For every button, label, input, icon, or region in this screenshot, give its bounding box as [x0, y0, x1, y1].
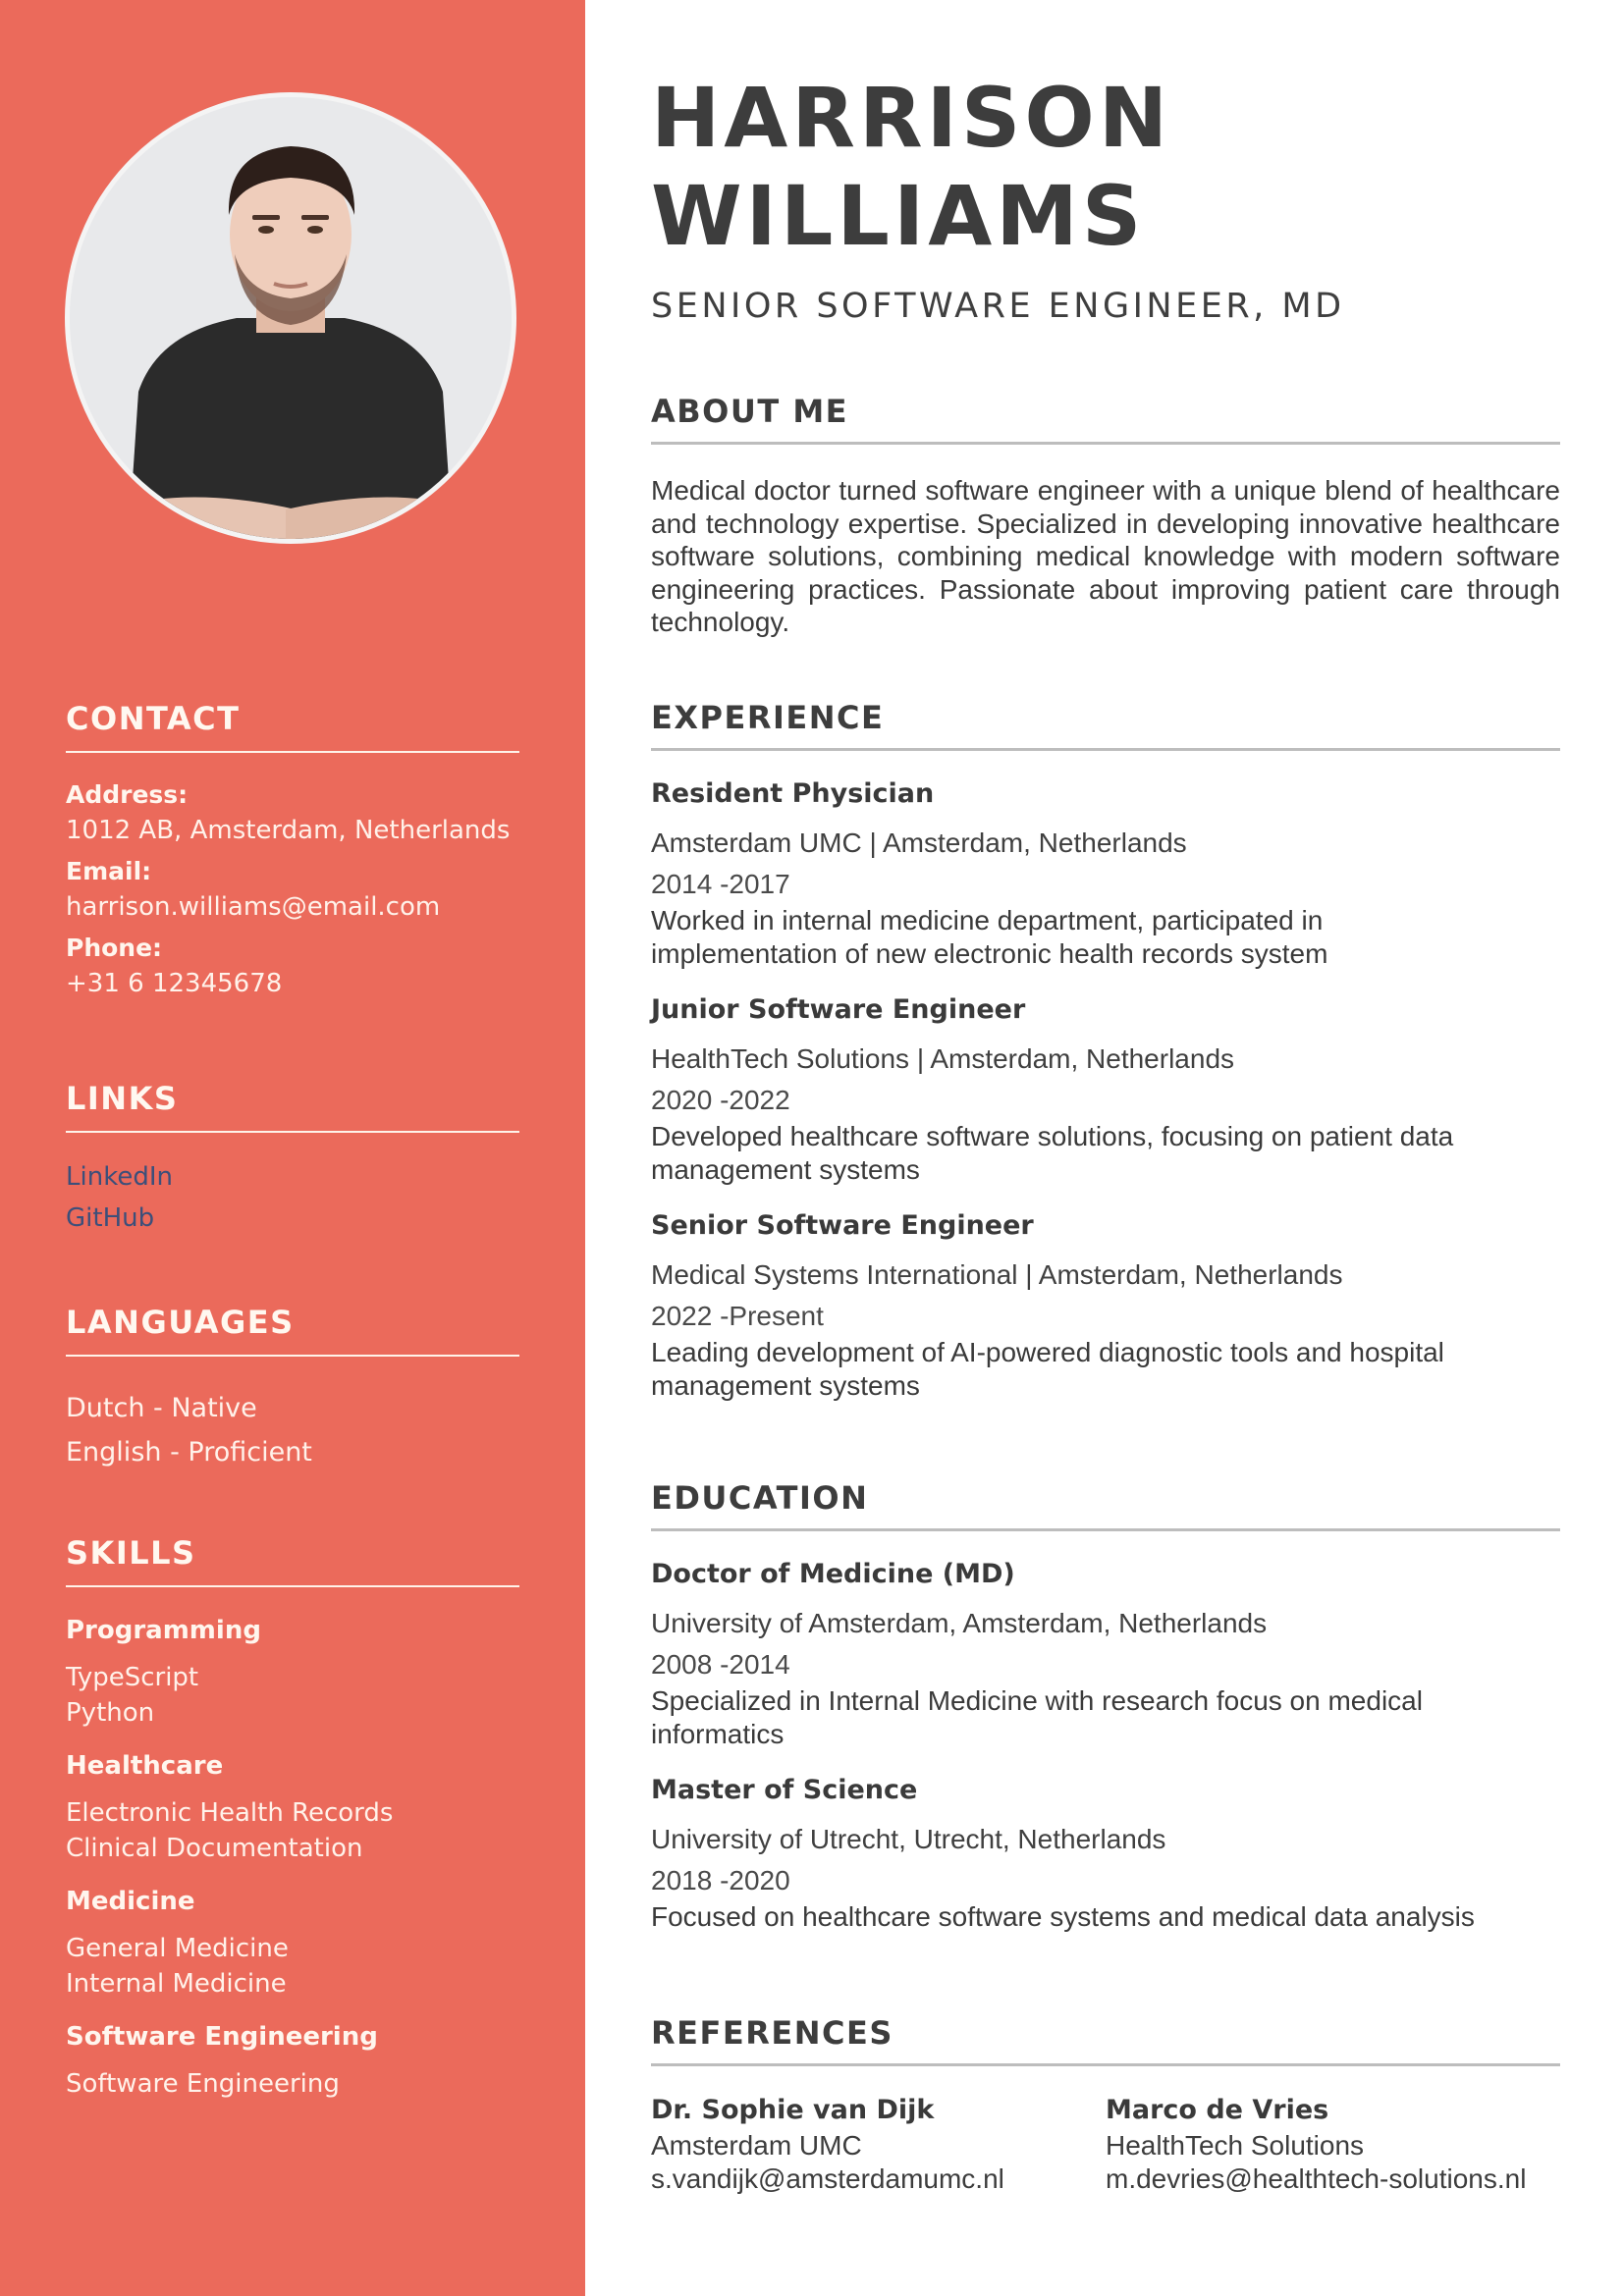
entry-description: Specialized in Internal Medicine with research focus on medical informatics [651, 1685, 1423, 1749]
reference-email[interactable]: m.devries@healthtech-solutions.nl [1106, 2163, 1527, 2194]
profile-photo [65, 92, 516, 544]
address-value: 1012 AB, Amsterdam, Netherlands [66, 816, 511, 845]
entry-org: Medical Systems International | Amsterdam, Netherlands [651, 1259, 1343, 1290]
entry-org: Amsterdam UMC | Amsterdam, Netherlands [651, 828, 1187, 858]
skill-item: Electronic Health Records [66, 1798, 394, 1828]
github-link[interactable]: GitHub [66, 1203, 155, 1233]
person-portrait-icon [70, 97, 512, 539]
about-section [651, 393, 1560, 639]
skills-section [66, 1534, 519, 2102]
entry-dates: 2008 -2014 [651, 1649, 790, 1680]
about-heading: ABOUT ME [651, 393, 1560, 445]
candidate-name [651, 69, 1171, 265]
sidebar [0, 0, 585, 2296]
last-name: WILLIAMS [651, 168, 1146, 264]
skill-category-medicine: Medicine [66, 1887, 195, 1916]
skills-heading: SKILLS [66, 1534, 519, 1587]
experience-entry [651, 1208, 1560, 1403]
skill-item: TypeScript [66, 1663, 199, 1692]
reference-org: HealthTech Solutions [1106, 2130, 1365, 2161]
entry-description: Focused on healthcare software systems and medical data analysis [651, 1901, 1475, 1932]
reference-name: Marco de Vries [1106, 2095, 1329, 2125]
entry-dates: 2020 -2022 [651, 1085, 790, 1115]
entry-dates: 2022 -Present [651, 1301, 824, 1331]
entry-dates: 2018 -2020 [651, 1865, 790, 1896]
phone-label: Phone: [66, 934, 163, 962]
linkedin-link[interactable]: LinkedIn [66, 1162, 173, 1192]
entry-title: Senior Software Engineer [651, 1210, 1034, 1241]
reference-email[interactable]: s.vandijk@amsterdamumc.nl [651, 2163, 1004, 2194]
languages-section [66, 1304, 519, 1474]
contact-heading: CONTACT [66, 700, 519, 753]
entry-org: University of Amsterdam, Amsterdam, Netherlands [651, 1608, 1268, 1638]
languages-heading: LANGUAGES [66, 1304, 519, 1357]
entry-title: Resident Physician [651, 778, 935, 809]
skill-category-software-engineering: Software Engineering [66, 2022, 378, 2052]
about-text: Medical doctor turned software engineer with a unique blend of healthcare and technology expertise. Specialized in developing innovative healthcare software solutions, combining medical knowledge with modern software engineering practices. Passionate about improving patient care through technology. [651, 475, 1560, 637]
phone-value[interactable]: +31 6 12345678 [66, 969, 283, 998]
email-label: Email: [66, 857, 152, 885]
reference-card [1106, 2092, 1560, 2196]
education-section [651, 1479, 1560, 1934]
entry-org: HealthTech Solutions | Amsterdam, Netherlands [651, 1043, 1235, 1074]
experience-entry [651, 776, 1560, 971]
entry-description: Developed healthcare software solutions, focusing on patient data management systems [651, 1121, 1454, 1185]
experience-entry [651, 992, 1560, 1187]
entry-dates: 2014 -2017 [651, 869, 790, 899]
skill-category-programming: Programming [66, 1616, 261, 1645]
contact-section [66, 700, 519, 1002]
language-item: Dutch - Native [66, 1393, 257, 1423]
entry-description: Worked in internal medicine department, participated in implementation of new electronic health records system [651, 905, 1328, 969]
first-name: HARRISON [651, 70, 1172, 166]
email-value[interactable]: harrison.williams@email.com [66, 892, 441, 922]
skill-item: Clinical Documentation [66, 1834, 363, 1863]
skill-item: Python [66, 1698, 155, 1728]
entry-org: University of Utrecht, Utrecht, Netherlands [651, 1824, 1166, 1854]
reference-org: Amsterdam UMC [651, 2130, 862, 2161]
references-section [651, 2014, 1560, 2196]
links-section [66, 1080, 519, 1239]
education-entry [651, 1557, 1560, 1751]
entry-description: Leading development of AI-powered diagnostic tools and hospital management systems [651, 1337, 1444, 1401]
skill-category-healthcare: Healthcare [66, 1751, 224, 1781]
job-title: SENIOR SOFTWARE ENGINEER, MD [651, 287, 1345, 326]
experience-section [651, 699, 1560, 1403]
reference-name: Dr. Sophie van Dijk [651, 2095, 935, 2125]
address-label: Address: [66, 780, 189, 809]
entry-title: Junior Software Engineer [651, 994, 1026, 1025]
entry-title: Master of Science [651, 1775, 918, 1805]
references-heading: REFERENCES [651, 2014, 1560, 2066]
education-heading: EDUCATION [651, 1479, 1560, 1531]
reference-card [651, 2092, 1106, 2196]
skill-item: Software Engineering [66, 2069, 340, 2099]
entry-title: Doctor of Medicine (MD) [651, 1559, 1015, 1589]
experience-heading: EXPERIENCE [651, 699, 1560, 751]
language-item: English - Proficient [66, 1437, 312, 1468]
skill-item: General Medicine [66, 1934, 289, 1963]
links-heading: LINKS [66, 1080, 519, 1133]
skill-item: Internal Medicine [66, 1969, 287, 1999]
education-entry [651, 1773, 1560, 1934]
